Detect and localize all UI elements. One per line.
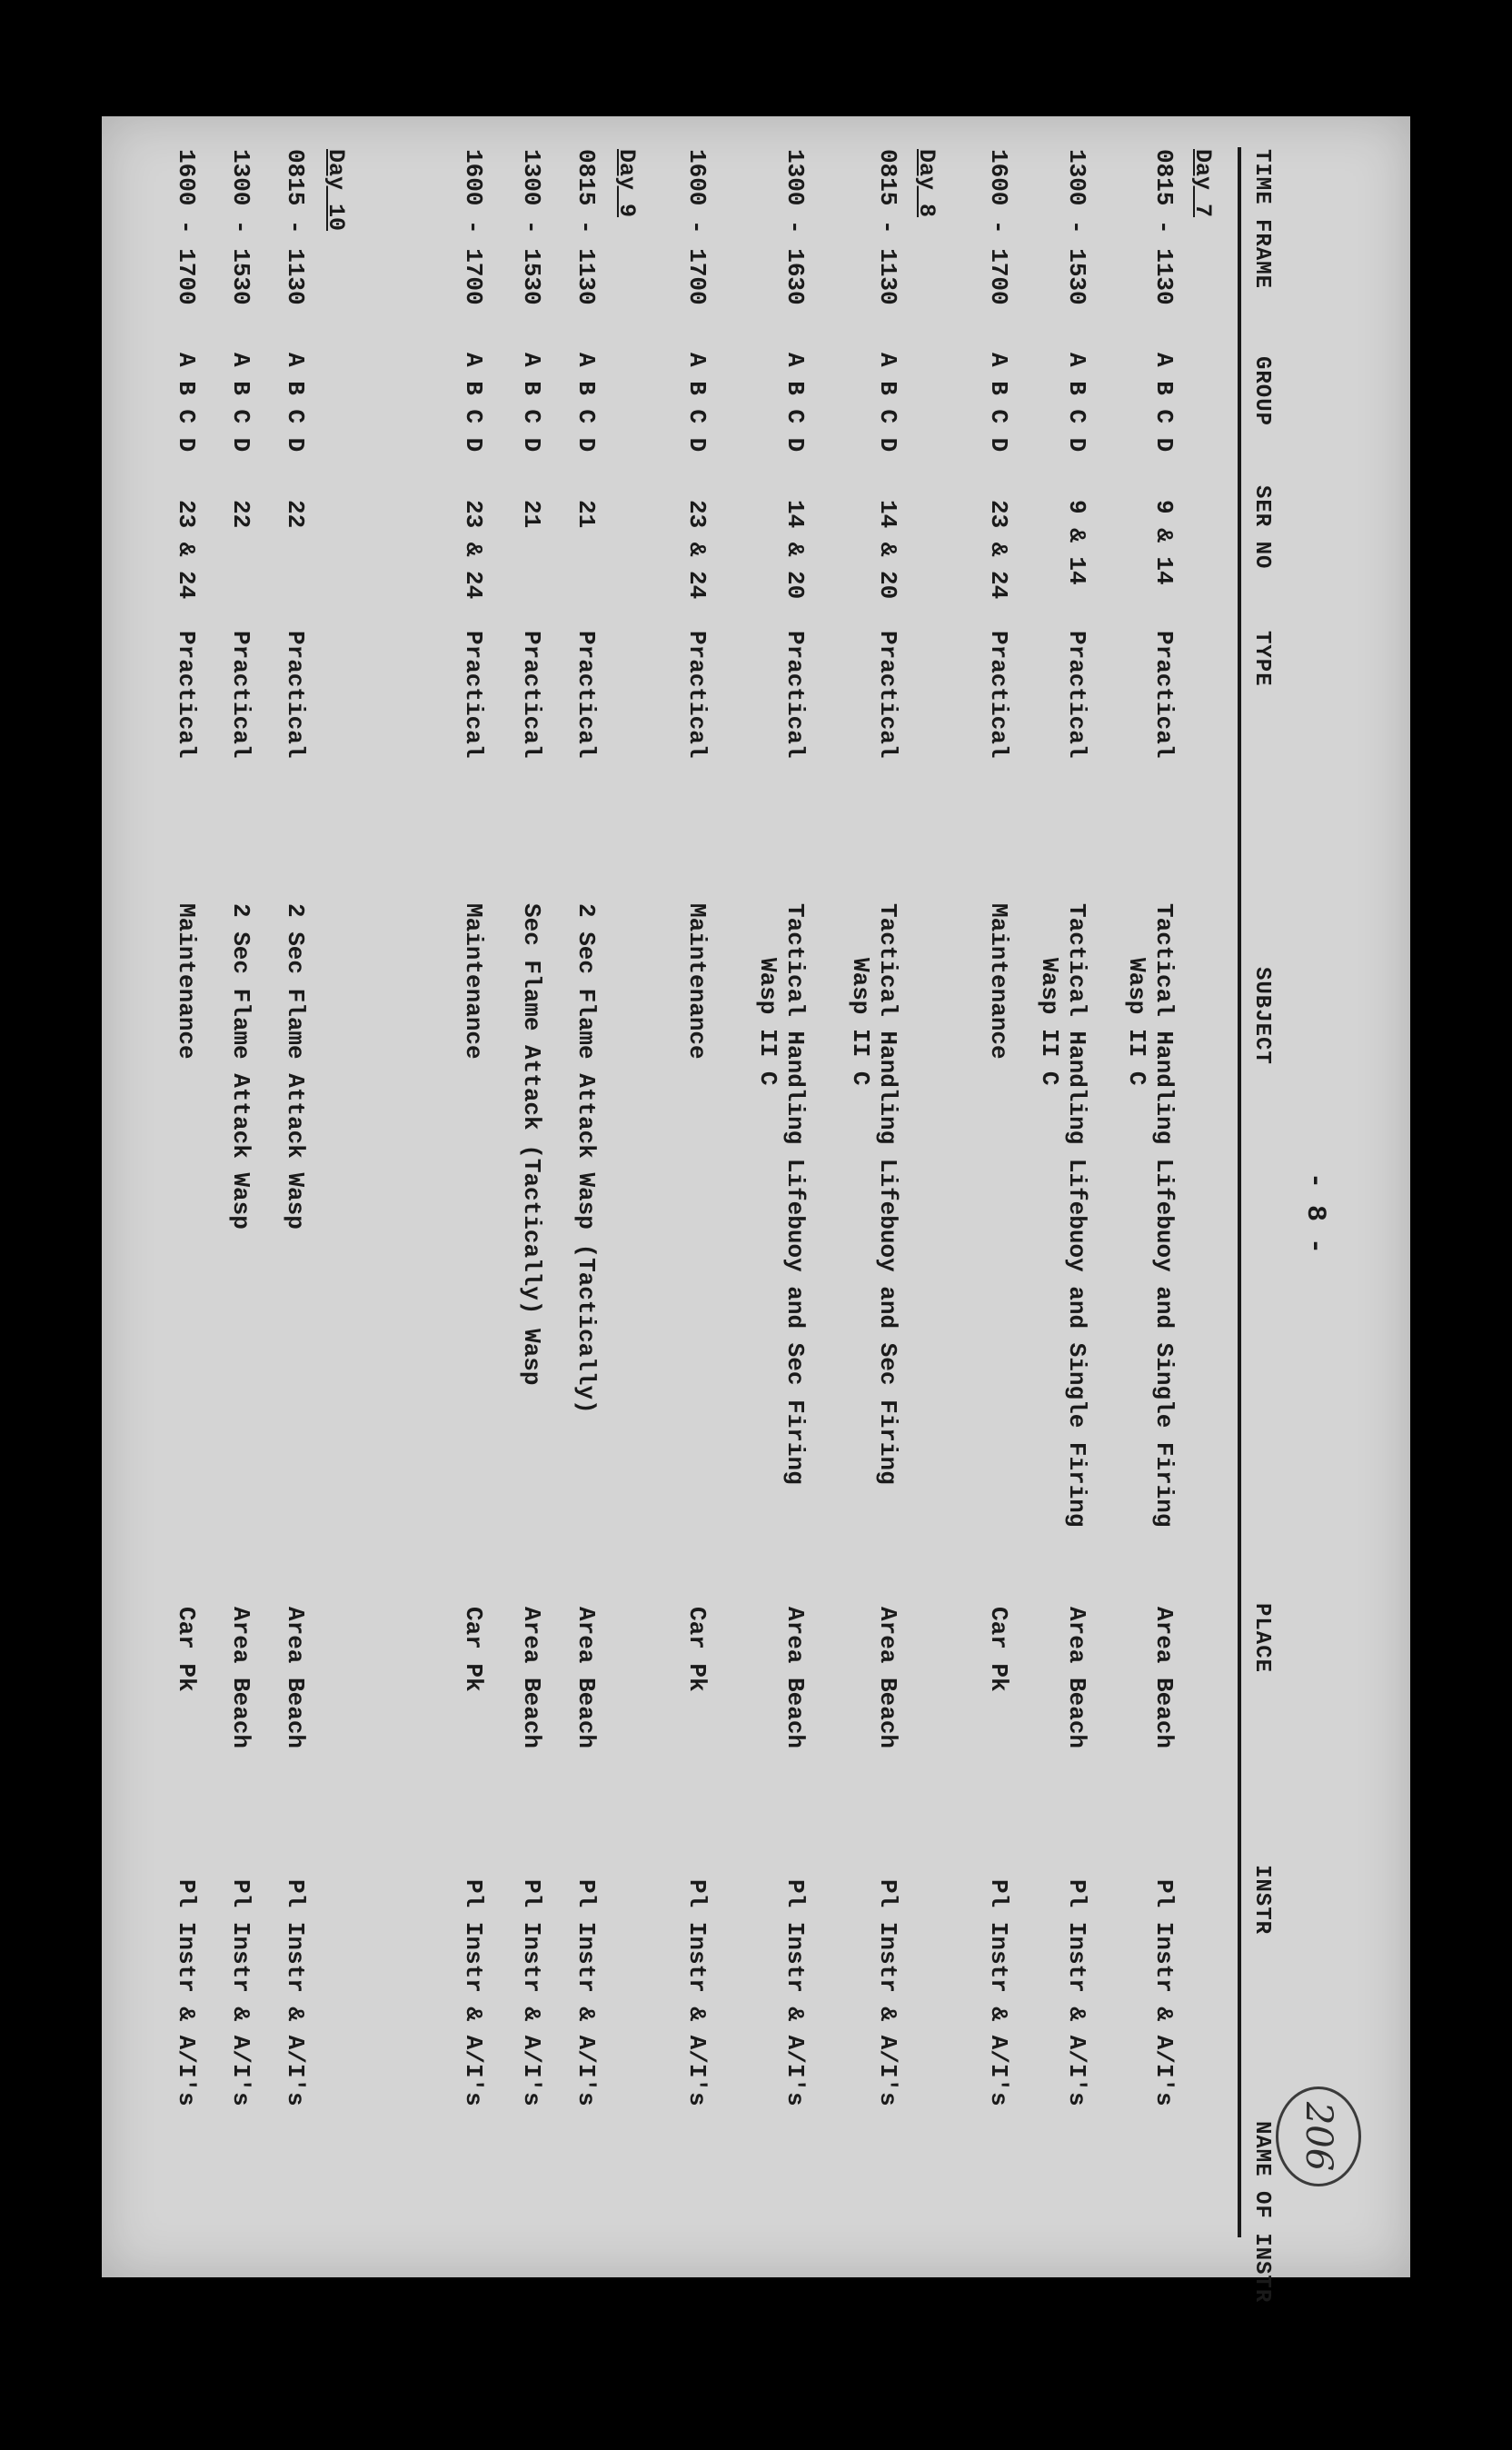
page-number-stamp [1276,2086,1361,2186]
row-place: Area Beach [518,1607,545,1749]
row-place: Area Beach [227,1607,254,1749]
row-time: 1300 - 1530 [1063,149,1090,305]
row-subject: Maintenance [173,903,200,1060]
row-instructor: Pl Instr & A/I's [1150,1879,1178,2106]
document-sheet [102,116,1410,2304]
row-instructor: Pl Instr & A/I's [781,1879,809,2106]
row-group: A B C D [985,353,1012,453]
row-type: Practical [781,631,809,759]
row-ser-no: 23 & 24 [173,500,200,600]
day-heading: Day 9 [613,149,640,218]
row-ser-no: 23 & 24 [985,500,1012,600]
row-place: Car Pk [683,1607,711,1692]
col-ser-no-header: SER NO [1249,485,1274,570]
row-ser-no: 14 & 20 [781,500,809,600]
row-type: Practical [518,631,545,759]
row-time: 1300 - 1630 [781,149,809,305]
row-instructor: Pl Instr & A/I's [173,1879,200,2106]
row-type: Practical [985,631,1012,759]
row-subject: Maintenance [683,903,711,1060]
row-type: Practical [1150,631,1178,759]
row-time: 0815 - 1130 [1150,149,1178,305]
row-subject: Wasp II C [754,958,781,1086]
row-instructor: Pl Instr & A/I's [683,1879,711,2106]
row-subject: Maintenance [460,903,487,1060]
row-place: Area Beach [781,1607,809,1749]
rotated-document [102,116,1410,2304]
row-group: A B C D [518,353,545,453]
row-type: Practical [173,631,200,759]
day-heading: Day 10 [323,149,349,232]
row-subject: 2 Sec Flame Attack Wasp [227,903,254,1230]
row-ser-no: 21 [572,500,600,529]
row-subject: Wasp II C [847,958,874,1086]
row-type: Practical [460,631,487,759]
row-time: 0815 - 1130 [874,149,901,305]
row-time: 1600 - 1700 [985,149,1012,305]
stamp-number: 206 [1298,2101,1339,2172]
row-subject: Sec Flame Attack (Tactically) Wasp [518,903,545,1386]
row-subject: Tactical Handling Lifebuoy and Sec Firing [781,903,809,1485]
row-type: Practical [874,631,901,759]
row-ser-no: 23 & 24 [460,500,487,600]
row-group: A B C D [1063,353,1090,453]
row-instructor: Pl Instr & A/I's [1063,1879,1090,2106]
row-subject: Wasp II C [1036,958,1063,1086]
col-time-header: TIME FRAME [1249,149,1274,290]
col-type-header: TYPE [1249,631,1274,687]
row-place: Car Pk [173,1607,200,1692]
row-group: A B C D [227,353,254,453]
row-subject: Tactical Handling Lifebuoy and Sec Firing [874,903,901,1485]
row-place: Area Beach [1150,1607,1178,1749]
day-heading: Day 7 [1189,149,1216,218]
col-group-header: GROUP [1249,356,1274,427]
row-group: A B C D [874,353,901,453]
row-time: 1600 - 1700 [173,149,200,305]
row-type: Practical [282,631,309,759]
col-subject-header: SUBJECT [1249,967,1274,1065]
row-ser-no: 14 & 20 [874,500,901,600]
row-type: Practical [227,631,254,759]
row-time: 1600 - 1700 [683,149,711,305]
row-subject: 2 Sec Flame Attack Wasp (Tactically) [572,903,600,1414]
row-time: 1300 - 1530 [227,149,254,305]
day-heading: Day 8 [913,149,940,218]
col-name-of-instr-header: NAME OF INSTR [1249,2121,1274,2304]
row-type: Practical [683,631,711,759]
row-ser-no: 21 [518,500,545,529]
row-time: 0815 - 1130 [282,149,309,305]
row-place: Area Beach [1063,1607,1090,1749]
row-place: Car Pk [460,1607,487,1692]
row-group: A B C D [572,353,600,453]
row-instructor: Pl Instr & A/I's [874,1879,901,2106]
row-ser-no: 22 [282,500,309,529]
row-group: A B C D [1150,353,1178,453]
row-instructor: Pl Instr & A/I's [572,1879,600,2106]
row-group: A B C D [173,353,200,453]
row-group: A B C D [781,353,809,453]
row-place: Car Pk [985,1607,1012,1692]
row-place: Area Beach [282,1607,309,1749]
row-time: 0815 - 1130 [572,149,600,305]
row-group: A B C D [282,353,309,453]
row-time: 1600 - 1700 [460,149,487,305]
row-group: A B C D [460,353,487,453]
col-instr-header: INSTR [1249,1865,1274,1936]
row-subject: Tactical Handling Lifebuoy and Single Firing [1063,903,1090,1528]
row-subject: 2 Sec Flame Attack Wasp [282,903,309,1230]
row-subject: Wasp II C [1123,958,1150,1086]
row-type: Practical [572,631,600,759]
row-ser-no: 22 [227,500,254,529]
row-place: Area Beach [572,1607,600,1749]
row-place: Area Beach [874,1607,901,1749]
row-type: Practical [1063,631,1090,759]
row-ser-no: 9 & 14 [1150,500,1178,585]
header-rule [1238,147,1241,2237]
col-place-header: PLACE [1249,1603,1274,1674]
row-instructor: Pl Instr & A/I's [227,1879,254,2106]
row-instructor: Pl Instr & A/I's [282,1879,309,2106]
row-subject: Maintenance [985,903,1012,1060]
page-number: - 8 - [1299,1172,1330,1255]
row-instructor: Pl Instr & A/I's [985,1879,1012,2106]
row-ser-no: 9 & 14 [1063,500,1090,585]
row-ser-no: 23 & 24 [683,500,711,600]
row-time: 1300 - 1530 [518,149,545,305]
row-instructor: Pl Instr & A/I's [518,1879,545,2106]
row-group: A B C D [683,353,711,453]
row-instructor: Pl Instr & A/I's [460,1879,487,2106]
row-subject: Tactical Handling Lifebuoy and Single Firing [1150,903,1178,1528]
